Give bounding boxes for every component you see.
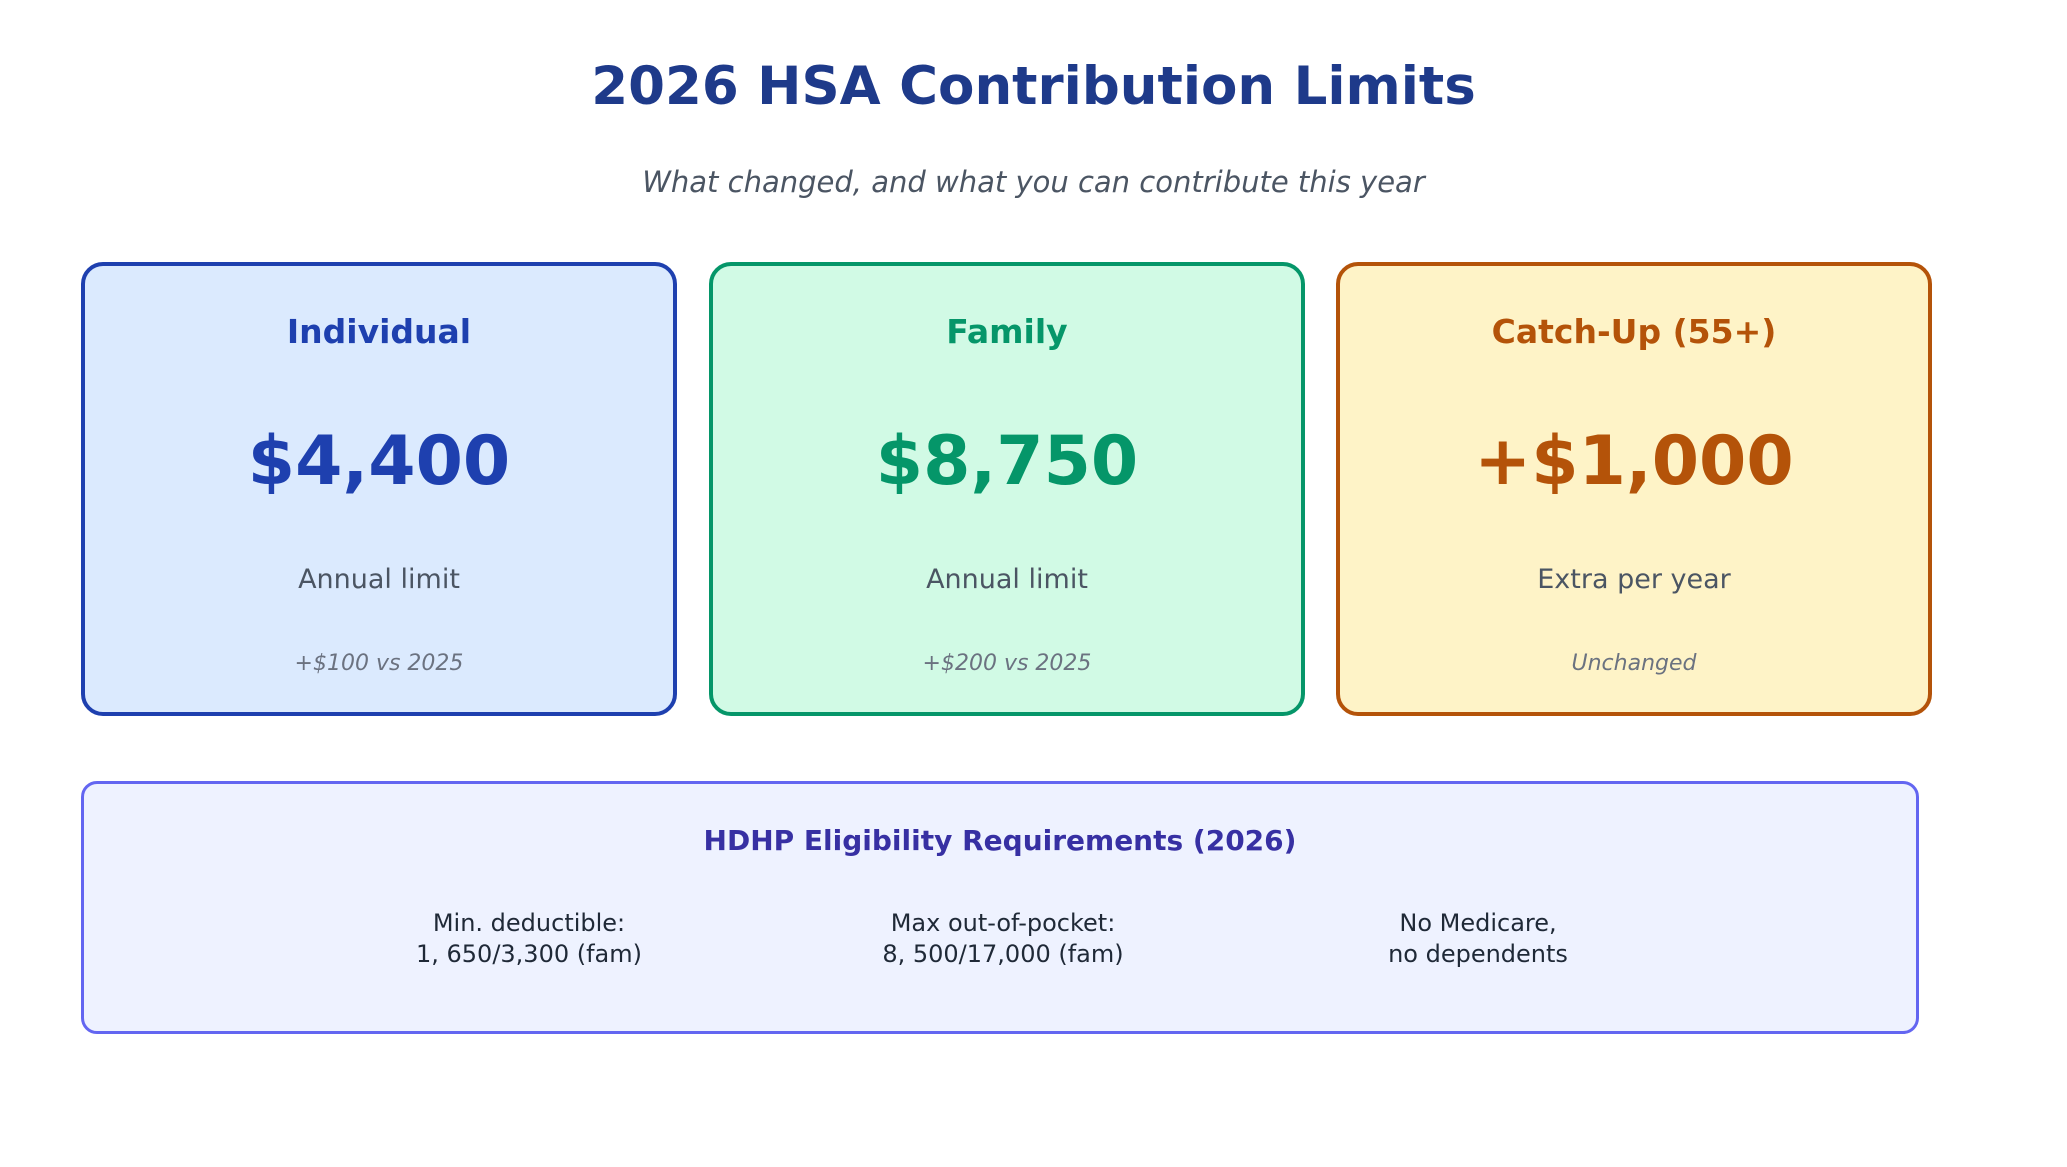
card-amount: $4,400: [247, 422, 511, 501]
requirement-max-out-of-pocket: [793, 908, 1213, 970]
family-limit-card: [709, 262, 1305, 716]
card-description: Annual limit: [298, 564, 460, 595]
card-label: Catch-Up (55+): [1491, 312, 1777, 351]
requirement-line: No Medicare,: [1399, 909, 1557, 937]
card-change-note: +$100 vs 2025: [294, 651, 464, 676]
card-change-note: +$200 vs 2025: [922, 651, 1092, 676]
card-label: Family: [946, 312, 1068, 351]
card-amount: +$1,000: [1474, 422, 1794, 501]
individual-limit-card: [81, 262, 677, 716]
requirement-line: Min. deductible:: [432, 909, 626, 937]
requirement-no-medicare: [1268, 908, 1688, 970]
card-label: Individual: [286, 312, 472, 351]
requirement-line: Max out-of-pocket:: [890, 909, 1116, 937]
requirement-min-deductible: [319, 908, 739, 970]
catch-up-limit-card: [1336, 262, 1932, 716]
card-description: Annual limit: [926, 564, 1088, 595]
requirement-line: 8, 500/17,000 (fam): [882, 940, 1124, 968]
requirement-line: no dependents: [1388, 940, 1568, 968]
hdhp-eligibility-panel: [81, 781, 1919, 1034]
page-subtitle: What changed, and what you can contribute this year: [642, 165, 1425, 199]
requirement-line: 1, 650/3,300 (fam): [415, 940, 643, 968]
card-amount: $8,750: [875, 422, 1139, 501]
eligibility-heading: HDHP Eligibility Requirements (2026): [703, 824, 1297, 857]
card-change-note: Unchanged: [1571, 651, 1697, 676]
card-description: Extra per year: [1537, 564, 1731, 595]
page-title: 2026 HSA Contribution Limits: [591, 56, 1476, 117]
